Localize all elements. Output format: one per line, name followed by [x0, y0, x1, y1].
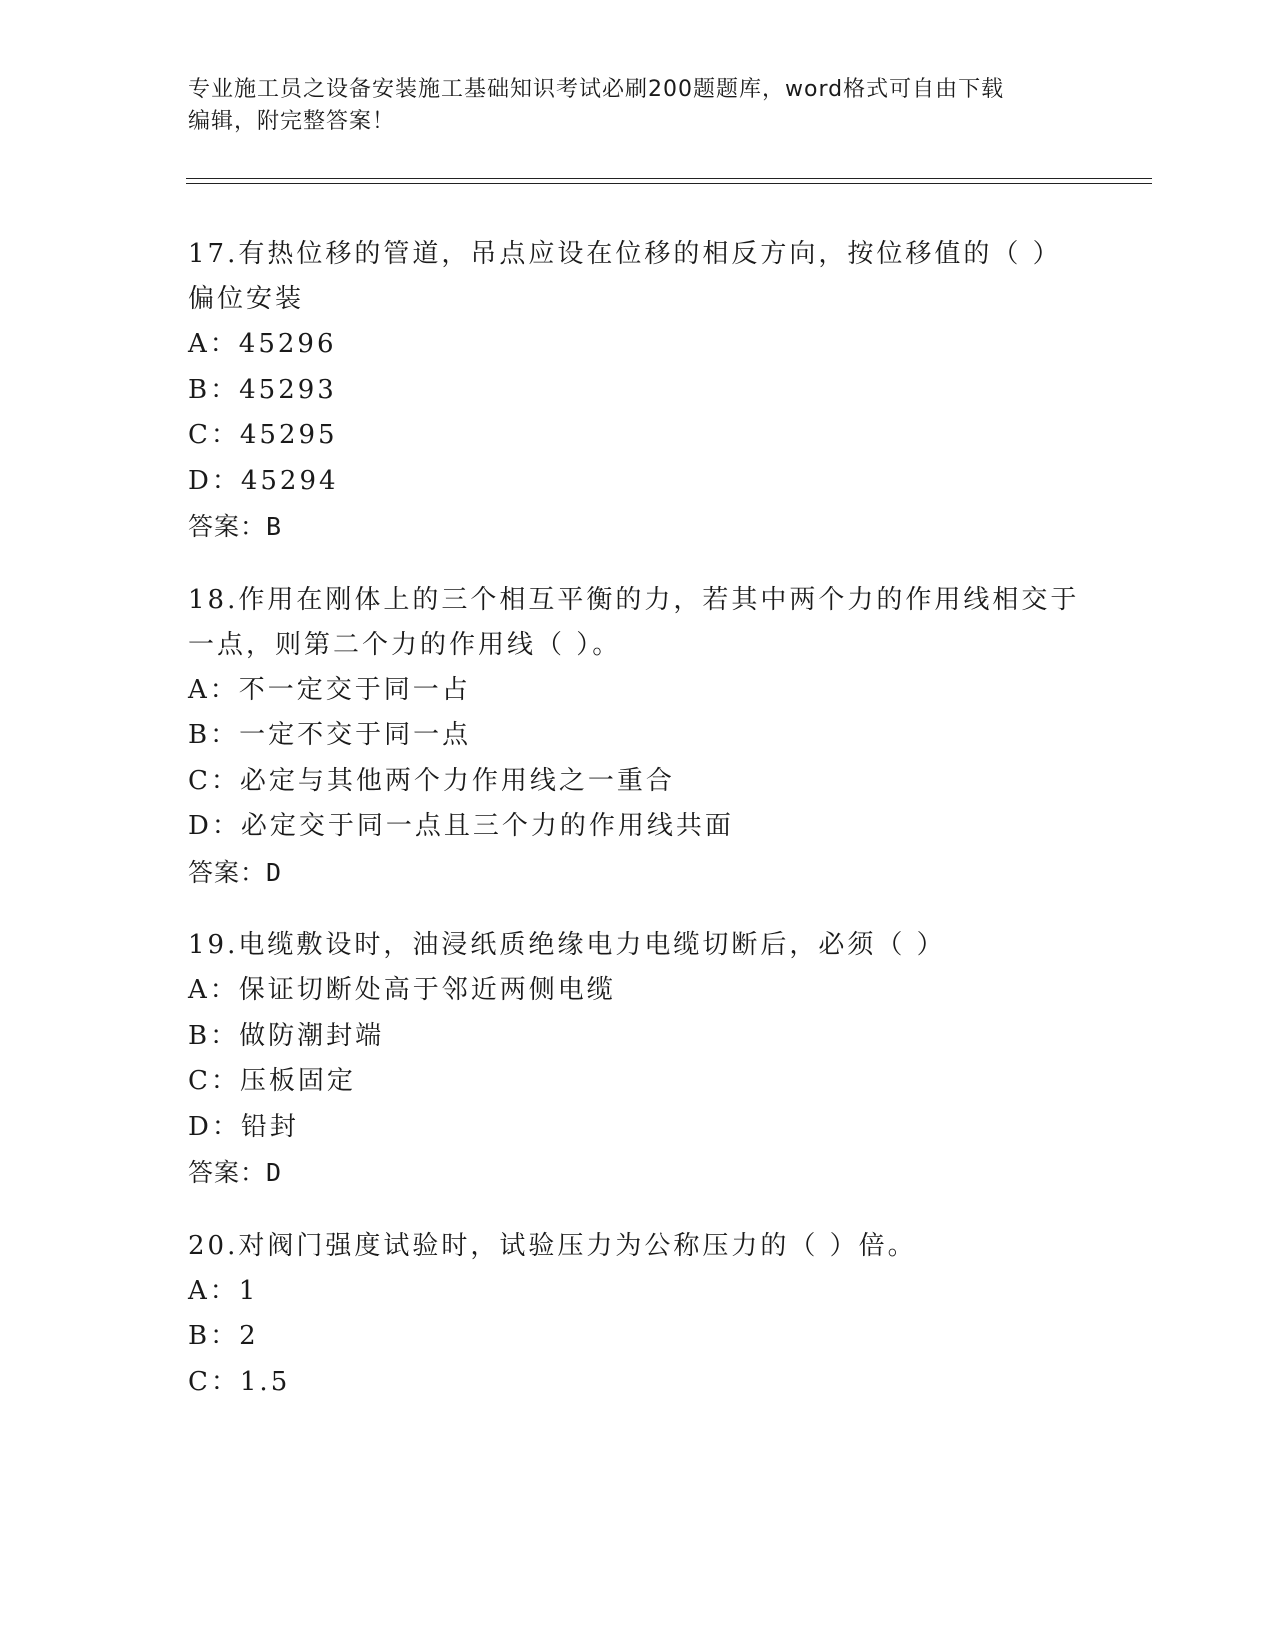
option-a: A：不一定交于同一占 — [188, 674, 471, 705]
option-c: C：压板固定 — [188, 1066, 356, 1096]
question-20 — [188, 1224, 1088, 1406]
option-b: B：一定不交于同一点 — [188, 720, 472, 750]
question-text: 17.有热位移的管道，吊点应设在位移的相反方向，按位移值的（ ）偏位安装 — [188, 239, 1062, 314]
question-text: 18.作用在刚体上的三个相互平衡的力，若其中两个力的作用线相交于一点，则第二个力的作用线（ ）。 — [188, 584, 1080, 660]
answer-value: B — [266, 512, 283, 541]
question-list — [188, 232, 1088, 1433]
option-b: B：2 — [188, 1321, 259, 1351]
answer-label: 答案： — [188, 1158, 267, 1187]
answer-label: 答案： — [188, 512, 267, 541]
option-c: C：必定与其他两个力作用线之一重合 — [188, 765, 675, 796]
option-b: B：做防潮封端 — [188, 1020, 385, 1051]
question-17 — [188, 232, 1088, 550]
header-divider-bottom — [186, 183, 1152, 184]
answer — [188, 504, 1088, 550]
answer-value: D — [266, 1158, 283, 1187]
option-c: C：1.5 — [188, 1366, 291, 1397]
option-c: C：45295 — [188, 420, 338, 450]
document-header — [188, 74, 1088, 138]
question-text: 20.对阀门强度试验时，试验压力为公称压力的（ ）倍。 — [188, 1230, 917, 1261]
header-title-line-2: 编辑，附完整答案！ — [188, 109, 396, 134]
option-d: D：铅封 — [188, 1111, 299, 1142]
answer — [188, 1150, 1088, 1196]
option-a: A：1 — [188, 1275, 259, 1306]
answer-label: 答案： — [188, 857, 267, 887]
option-b: B：45293 — [188, 374, 337, 405]
option-a: A：45296 — [188, 329, 337, 359]
question-18 — [188, 578, 1088, 896]
option-d: D：必定交于同一点且三个力的作用线共面 — [188, 811, 734, 841]
question-19 — [188, 923, 1088, 1196]
answer — [188, 850, 1088, 896]
header-title-line-1: 专业施工员之设备安装施工基础知识考试必刷200题题库，word格式可自由下载 — [188, 77, 1005, 102]
header-divider-top — [186, 178, 1152, 179]
option-d: D：45294 — [188, 465, 339, 496]
question-text: 19.电缆敷设时，油浸纸质绝缘电力电缆切断后，必须（ ） — [188, 930, 946, 960]
answer-value: D — [266, 857, 283, 887]
option-a: A：保证切断处高于邻近两侧电缆 — [188, 975, 616, 1005]
